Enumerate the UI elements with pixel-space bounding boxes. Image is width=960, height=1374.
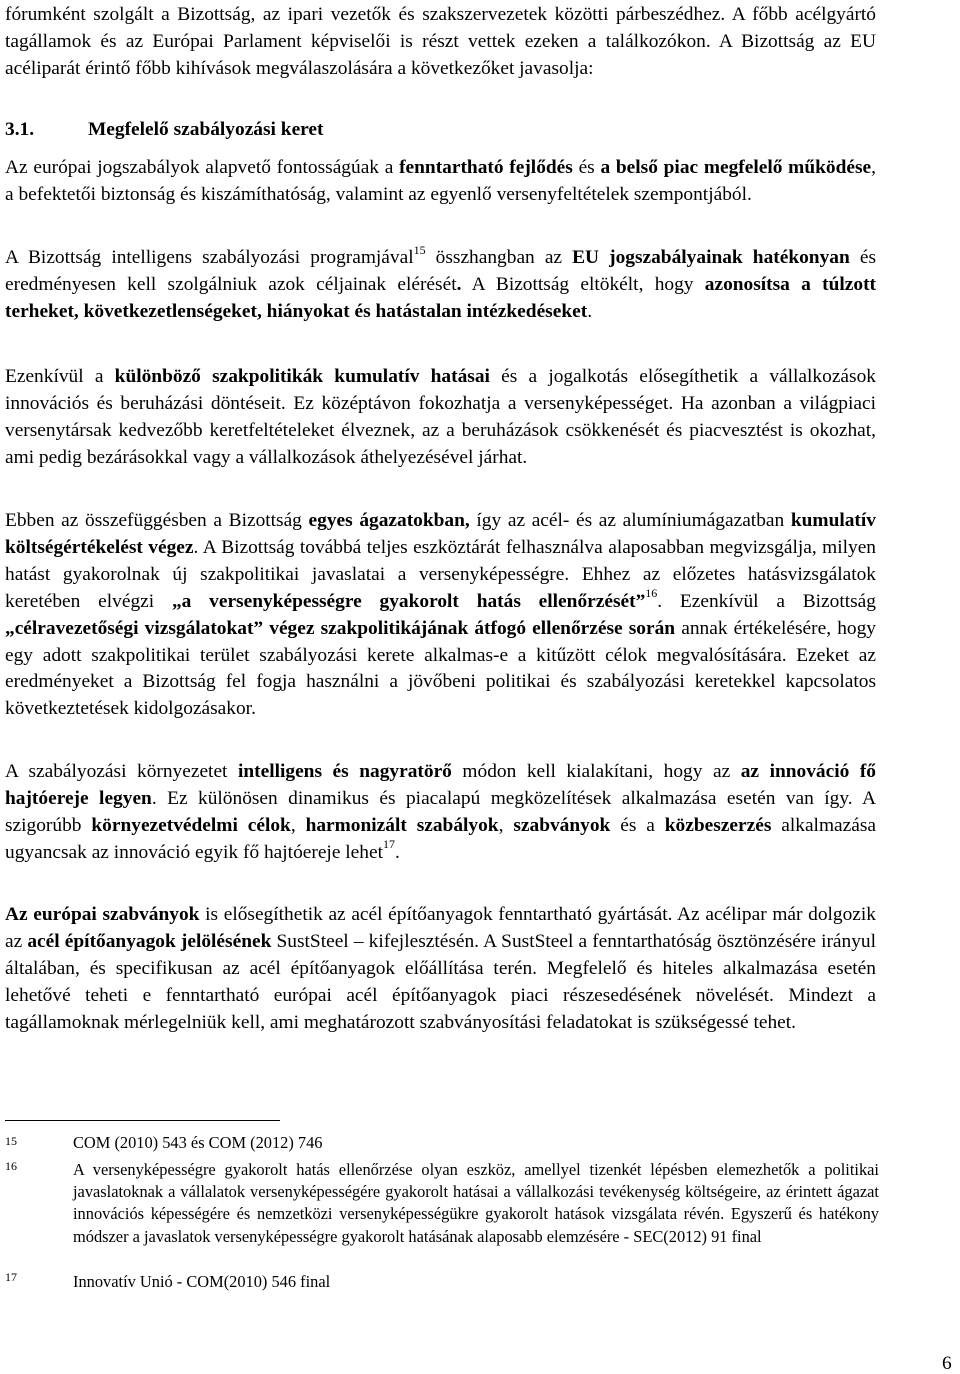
text-run: és a jogalkotás elősegíthetik a vállalkozások innovációs és beruházási döntéseit. Ez középtávon fokozhatja a versenyképességet. Ha azonban a világpiaci versenytársak kedvezőbb keretfeltételeket élveznek, az a beruházások csökkenését és piacvesztést is okozhat, ami pedig bezárásokkal vagy a vállalkozások áthelyezésével járhat.	[5, 366, 876, 468]
text-run: A szabályozási környezetet	[5, 761, 238, 782]
bold-run: egyes ágazatokban,	[308, 510, 470, 531]
footnote-ref[interactable]: 17	[382, 837, 395, 852]
paragraph-1	[5, 155, 876, 209]
intro-paragraph	[5, 2, 876, 83]
text-run: és eredményesen kell szolgálniuk azok céljainak elérését	[5, 247, 877, 295]
section-heading	[5, 117, 876, 144]
bold-run: „célravezetőségi vizsgálatokat” végez szakpolitikájának átfogó ellenőrzése során	[5, 617, 676, 639]
text-run: alkalmazása ugyancsak az innováció egyik fő hajtóereje lehet	[5, 814, 877, 863]
text-run: és a	[610, 814, 665, 836]
text-run: SustSteel – kifejlesztésén. A SustSteel a fenntarthatóság ösztönzésére irányul általában, és specifikusan az acél építőanyagok előállítása terén. Megfelelő és hiteles alkalmazása esetén lehetővé teheti e fenntartható európai acél építőanyagok piaci részesedésének növelését. Mindezt a tagállamoknak mérlegelniük kell, ami meghatározott szabványosítási feladatokat is szükségessé tehet.	[5, 930, 877, 1033]
text-run: . Ezenkívül a Bizottság	[657, 590, 876, 612]
text-run: .	[394, 841, 400, 863]
footnote-mark: 16	[5, 1159, 17, 1173]
bold-run: kumulatív költségértékelést végez	[5, 510, 876, 558]
bold-run: acél építőanyagok jelölésének	[27, 930, 272, 952]
bold-run: különböző szakpolitikák kumulatív hatásai	[114, 366, 490, 387]
paragraph-6	[5, 902, 876, 1037]
text-run: . Ez különösen dinamikus és piacalapú megközelítések alkalmazása esetén van így. A szigorúbb	[5, 787, 876, 836]
bold-run: azonosítsa a túlzott terheket, következetlenségeket, hiányokat és hatástalan intézkedéseket	[5, 273, 876, 322]
text-run: A Bizottság intelligens szabályozási programjával	[5, 247, 414, 268]
footnote-text: COM (2010) 543 és COM (2012) 746	[73, 1133, 323, 1152]
paragraph-5	[5, 759, 876, 867]
bold-run: fenntartható fejlődés	[399, 157, 573, 178]
text-run: ,	[290, 814, 306, 836]
footnote-ref[interactable]: 16	[645, 586, 658, 601]
section-title: Megfelelő szabályozási keret	[88, 119, 324, 140]
page-number: 6	[942, 1353, 952, 1374]
text-run: .	[587, 300, 593, 322]
footnote-text: Innovatív Unió - COM(2010) 546 final	[73, 1272, 331, 1291]
footnote-separator	[5, 1120, 280, 1121]
footnote-ref[interactable]: 15	[413, 242, 426, 257]
section-number: 3.1.	[5, 119, 35, 140]
footnote-mark: 15	[5, 1134, 17, 1148]
text-run: és	[572, 157, 601, 178]
bold-run: EU jogszabályainak hatékonyan	[572, 247, 850, 268]
text-run: is elősegíthetik az acél építőanyagok fenntartható gyártását. Az acélipar már dolgozik az	[5, 904, 876, 952]
text-run: módon kell kialakítani, hogy az	[451, 761, 741, 782]
bold-run: .	[456, 273, 462, 295]
paragraph-3	[5, 364, 876, 472]
paragraph-4	[5, 508, 876, 723]
text-run: ,	[498, 814, 514, 836]
bold-run: Az európai szabványok	[5, 904, 200, 925]
text-run: összhangban az	[425, 247, 573, 268]
bold-run: az innováció fő hajtóereje legyen	[5, 761, 876, 809]
bold-run: intelligens és nagyratörő	[237, 761, 452, 782]
text-run: A Bizottság eltökélt, hogy	[461, 273, 705, 295]
text-run: annak értékelésére, hogy egy adott szakpolitikai terület szabályozási kerete alkalmas-e a kitűzött célok megvalósítására. Ezeket az eredményeket a Bizottság fel fogja használni a jövőbeni politikai és szabályozási keretekkel kapcsolatos következtetések kidolgozásakor.	[5, 617, 876, 720]
bold-run: szabványok	[513, 814, 611, 836]
footnote-mark: 17	[5, 1270, 17, 1284]
paragraph-2	[5, 242, 877, 326]
text-run: Az európai jogszabályok alapvető fontosságúak a	[5, 157, 400, 178]
text-run: . A Bizottság továbbá teljes eszköztárát felhasználva alaposabban megvizsgálja, milyen hatást gyakorolnak új szakpolitikai javaslatai a versenyképességre. Ehhez az előzetes hatásvizsgálatok keretében elvégzi	[5, 536, 876, 612]
text-run: , a befektetői biztonság és kiszámíthatóság, valamint az egyenlő versenyfeltételek szempontjából.	[5, 157, 876, 205]
bold-run: közbeszerzés	[664, 814, 772, 836]
bold-run: környezetvédelmi célok	[91, 814, 291, 836]
text-run: Ezenkívül a	[5, 366, 115, 387]
bold-run: harmonizált szabályok	[305, 814, 499, 836]
footnote-text: A versenyképességre gyakorolt hatás ellenőrzése olyan eszköz, amellyel tizenkét lépésben elemezhetők a politikai javaslatoknak a vállalatok versenyképességére gyakorolt hatásai a vállalkozási tevékenység költségeire, az érintett ágazat innovációs képességére és nemzetközi versenyképességükre gyakorolt hatások vizsgálata révén. Egyszerű és hatékony módszer a javaslatok versenyképességre gyakorolt hatásának alaposabb elemzésére - SEC(2012) 91 final	[73, 1160, 879, 1246]
text-run: így az acél- és az alumíniumágazatban	[469, 510, 791, 531]
text-run: Ebben az összefüggésben a Bizottság	[5, 510, 309, 531]
bold-run: „a versenyképességre gyakorolt hatás ellenőrzését”	[171, 590, 646, 612]
intro-text: fórumként szolgált a Bizottság, az ipari vezetők és szakszervezetek közötti párbeszédhez. A főbb acélgyártó tagállamok és az Európai Parlament képviselői is részt vettek ezeken a találkozókon. A Bizottság az EU acéliparát érintő főbb kihívások megválaszolására a következőket javasolja:	[5, 4, 876, 79]
bold-run: a belső piac megfelelő működése	[600, 157, 872, 178]
